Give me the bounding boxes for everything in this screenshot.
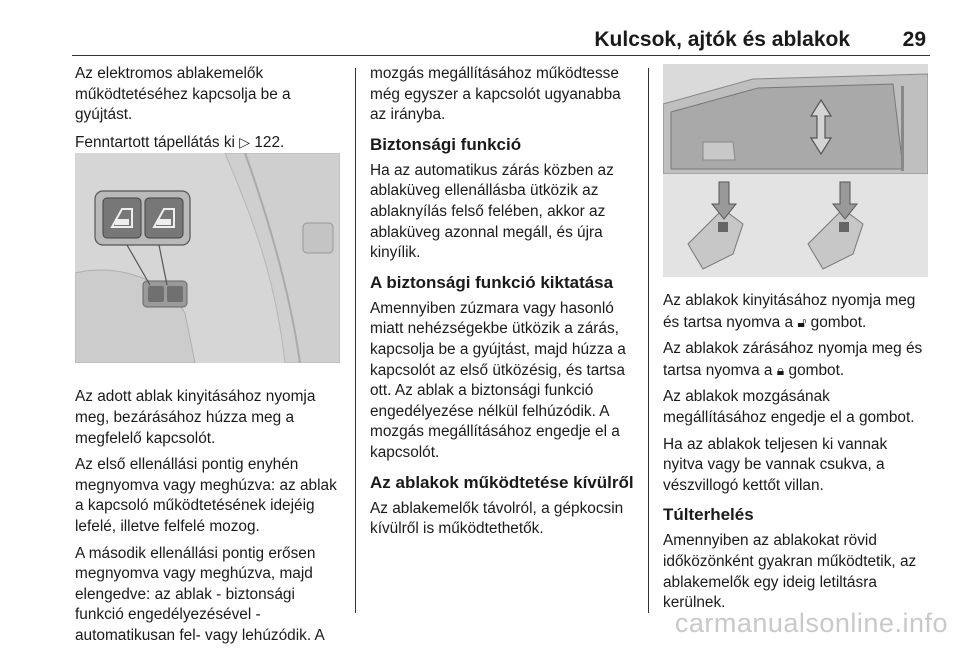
paragraph-hazard-flash: Ha az ablakok teljesen ki vannak nyitva vagy be vannak csukva, a vészvillogó kettőt villan. [663,435,888,494]
watermark: carmanualsonline.info [674,608,948,638]
column-divider-2 [648,68,649,613]
remote-key-figure [663,64,928,277]
paragraph-second-stop: A második ellenállási pontig erősen megnyomva vagy meghúzva, majd elengedve: az ablak - biztonsági funkció engedélyezésével - automatikusan fel- vagy lehúzódik. A [75,544,325,644]
remote-key-illustration [663,64,928,277]
paragraph-open-windows [663,291,931,333]
paragraph-close-windows [663,339,931,381]
paragraph-first-stop: Az első ellenállási pontig enyhén megnyomva vagy meghúzva: az ablak a kapcsoló működtetésének idejéig lefelé, illetve felfelé mozog. [75,456,337,535]
paragraph-open-close: Az adott ablak kinyitásához nyomja meg, bezárásához húzza meg a megfelelő kapcsolót. [75,388,316,447]
window-switch-illustration [75,153,340,363]
column-3 [663,291,931,620]
paragraph-stop-movement: mozgás megállításához működtesse még egyszer a kapcsolót ugyanabba az irányba. [370,65,621,124]
close-windows-text: Az ablakok zárásához nyomja meg és tartsa nyomva a [663,340,923,379]
page-header [72,0,930,52]
paragraph-ignition: Az elektromos ablakemelők működtetéséhez kapcsolja be a gyújtást. [75,65,291,124]
paragraph-overload: Amennyiben az ablakokat rövid időközönként gyakran működtetik, az ablakemelők egy ideig letiltásra kerülnek. [663,532,917,612]
page-reference-link[interactable]: 122. [254,133,285,151]
page-number: 29 [902,28,926,51]
paragraph-safety-override: Amennyiben zúzmara vagy hasonló miatt nehézségekbe ütközik a zárás, kapcsolja be a gyújtást, majd húzza a kapcsolót az első ütközésig, és tartsa ott. Az ablak a biztonsági funkció engedélyezése nélkül felhúzódik. A mozgás megállításához engedje el a kapcsolót. [370,299,626,461]
open-windows-suffix: gombot. [806,313,867,331]
column-divider-1 [355,68,356,613]
paragraph-power-reference [75,132,340,154]
close-windows-suffix: gombot. [784,361,845,379]
paragraph-stop-windows: Az ablakok mozgásának megállításához engedje el a gombot. [663,388,915,426]
paragraph-remote-operation: Az ablakemelők távolról, a gépkocsin kívülről is működtethetők. [370,499,624,538]
window-switch-figure [75,153,340,363]
column-2 [370,64,635,546]
heading-remote-operation: Az ablakok működtetése kívülről [370,472,634,492]
power-reference-text: Fenntartott tápellátás ki [75,133,240,151]
paragraph-safety-function: Ha az automatikus zárás közben az ablaküveg ellenállásba ütközik az ablaknyílás felső felében, akkor az ablaküveg azonnal megáll, és újra kinyílik. [370,161,614,262]
heading-safety-function: Biztonsági funkció [370,134,522,154]
heading-overload: Túlterhelés [663,505,754,525]
lock-icon: 🔒︎ [776,361,785,378]
heading-safety-override: A biztonsági funkció kiktatása [370,272,614,292]
arrow-right-icon: ▷ [239,133,251,150]
open-windows-text: Az ablakok kinyitásához nyomja meg és tartsa nyomva a [663,292,916,331]
header-rule [72,55,930,56]
unlock-icon: 🔓︎ [797,313,807,330]
section-title: Kulcsok, ajtók és ablakok [594,28,850,51]
